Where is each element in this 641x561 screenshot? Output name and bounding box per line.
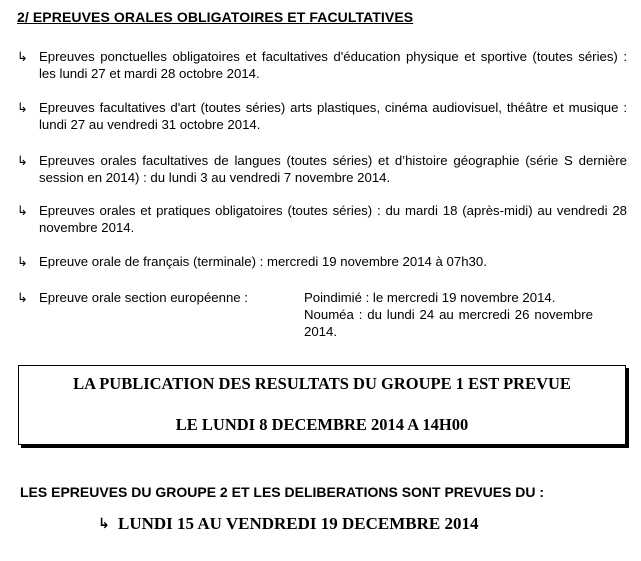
results-line-1: LA PUBLICATION DES RESULTATS DU GROUPE 1 EST PREVUE bbox=[73, 374, 571, 393]
european-label: Epreuve orale section européenne : bbox=[39, 290, 248, 305]
european-line-noumea: Nouméa : du lundi 24 au mercredi 26 novembre 2014. bbox=[304, 307, 593, 339]
section-heading: 2/ EPREUVES ORALES OBLIGATOIRES ET FACULTATIVES bbox=[17, 9, 414, 25]
results-line-2: LE LUNDI 8 DECEMBRE 2014 A 14H00 bbox=[175, 415, 469, 434]
list-item bbox=[17, 152, 627, 186]
list-item bbox=[17, 48, 627, 82]
european-line-poindimie: Poindimié : le mercredi 19 novembre 2014. bbox=[304, 290, 556, 305]
european-details bbox=[304, 289, 627, 340]
hooked-arrow-icon: ↳ bbox=[17, 100, 28, 115]
list-item-text: Epreuves ponctuelles obligatoires et facultatives d'éducation physique et sportive (toutes séries) : les lundi 27 et mardi 28 octobre 2014. bbox=[39, 49, 627, 81]
hooked-arrow-icon: ↳ bbox=[17, 203, 28, 218]
hooked-arrow-icon: ↳ bbox=[17, 254, 28, 269]
group2-dates: LUNDI 15 AU VENDREDI 19 DECEMBRE 2014 bbox=[118, 514, 479, 533]
hooked-arrow-icon: ↳ bbox=[17, 290, 28, 305]
list-item bbox=[17, 253, 627, 270]
list-item-text: Epreuves orales facultatives de langues (toutes séries) et d’histoire géographie (série S dernière session en 2014) : du lundi 3 au vendredi 7 novembre 2014. bbox=[39, 153, 627, 185]
list-item-european bbox=[17, 289, 627, 340]
list-item bbox=[17, 99, 627, 133]
hooked-arrow-icon: ↳ bbox=[17, 153, 28, 168]
group2-dates-line bbox=[98, 514, 479, 534]
hooked-arrow-icon: ↳ bbox=[98, 515, 110, 532]
list-item bbox=[17, 202, 627, 236]
hooked-arrow-icon: ↳ bbox=[17, 49, 28, 64]
list-item-text: Epreuves orales et pratiques obligatoires (toutes séries) : du mardi 18 (après-midi) au vendredi 28 novembre 2014. bbox=[39, 203, 627, 235]
group2-heading: LES EPREUVES DU GROUPE 2 ET LES DELIBERATIONS SONT PREVUES DU : bbox=[20, 484, 545, 500]
list-item-text: Epreuves facultatives d'art (toutes séries) arts plastiques, cinéma audiovisuel, théâtre et musique : lundi 27 au vendredi 31 octobre 2014. bbox=[39, 100, 627, 132]
list-item-text: Epreuve orale de français (terminale) : mercredi 19 novembre 2014 à 07h30. bbox=[39, 254, 487, 269]
results-box bbox=[18, 365, 626, 445]
